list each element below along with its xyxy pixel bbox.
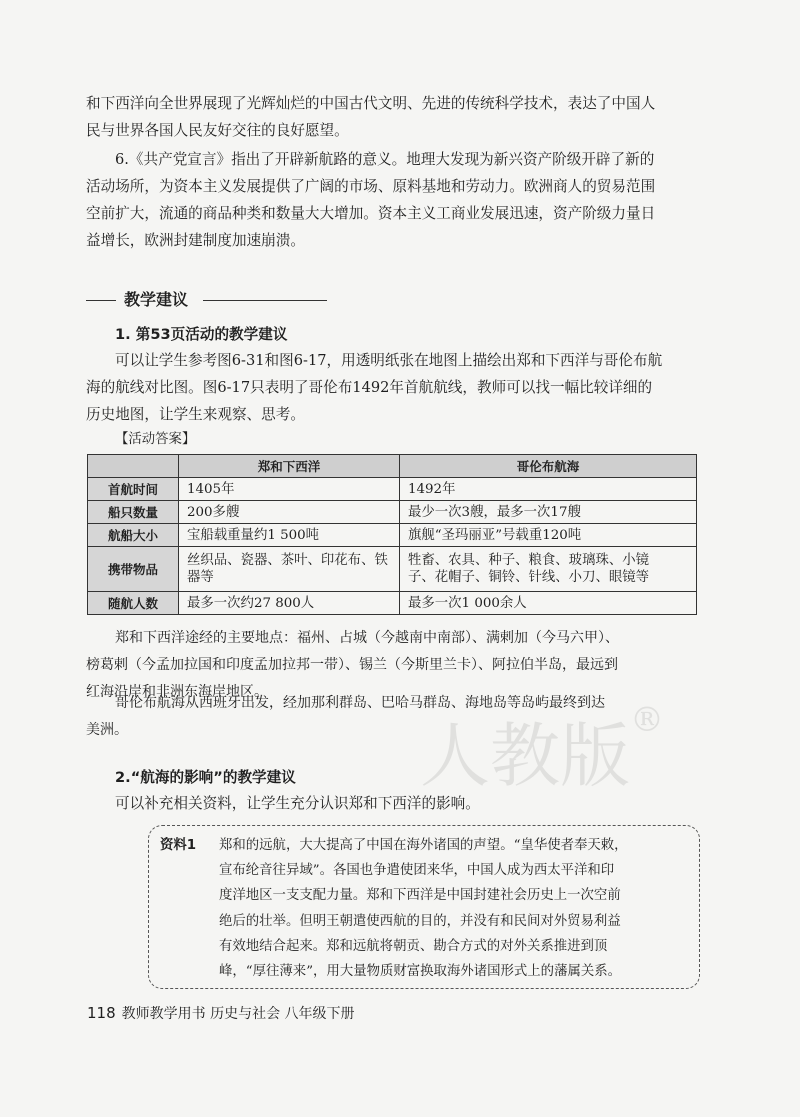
cell-text: 最多一次1 000余人 [408,595,527,611]
page-number: 118 [87,1004,116,1022]
text-line: 益增长，欧洲封建制度加速崩溃。 [86,232,305,249]
material-text [219,833,693,984]
row-label: 随航人数 [88,592,179,615]
cell-text: 200多艘 [187,504,240,520]
book-title: 教师教学用书 历史与社会 八年级下册 [121,1006,355,1022]
text-line: 美洲。 [86,722,128,738]
columbus-cell [400,547,697,592]
zhenghe-cell [179,478,400,501]
text-line: 海的航线对比图。图6-17只表明了哥伦布1492年首航航线，教师可以找一幅比较详细的 [86,379,653,396]
zhenghe-cell [179,547,400,592]
columbus-cell [400,501,697,524]
intro-paragraph [86,90,696,144]
table-row [88,501,697,524]
point-6-paragraph [86,146,696,254]
text-line: 和下西洋向全世界展现了光辉灿烂的中国古代文明、先进的传统科学技术，表达了中国人 [86,95,656,112]
columbus-cell [400,524,697,547]
text-line: 历史地图，让学生来观察、思考。 [86,406,305,423]
table-row [88,547,697,592]
row-label: 携带物品 [88,547,179,592]
text-line: 红海沿岸和非洲东海岸地区。 [86,684,268,700]
table-row [88,592,697,615]
cell-text: 宝船载重量约1 500吨 [187,527,320,543]
supplement-paragraph [86,790,696,817]
comparison-table [87,454,697,615]
table-row [88,524,697,547]
row-label: 航船大小 [88,524,179,547]
columbus-cell [400,592,697,615]
text-line: 有效地结合起来。郑和远航将朝贡、勘合方式的对外关系推进到顶 [219,938,608,954]
cell-text: 器等 [187,570,214,585]
material-label: 资料1 [160,838,197,853]
text-line: 哥伦布航海从西班牙出发，经加那利群岛、巴哈马群岛、海地岛等岛屿最终到达 [115,695,605,711]
text-line: 可以补充相关资料，让学生充分认识郑和下西洋的影响。 [115,795,480,812]
cell-text: 最多一次约27 800人 [187,595,315,611]
table-header-empty [88,455,179,478]
text-line: 郑和的远航，大大提高了中国在海外诸国的声望。“皇华使者奉天敕， [219,838,628,853]
text-line: 6.《共产党宣言》指出了开辟新航路的意义。地理大发现为新兴资产阶级开辟了新的 [115,151,655,168]
heading-rule-left [86,300,116,301]
text-line: 宣布纶音往异域”。各国也争遣使团来华，中国人成为西太平洋和印 [219,863,615,879]
text-line: 度洋地区一支支配力量。郑和下西洋是中国封建社会历史上一次空前 [219,888,621,904]
text-line: 郑和下西洋途经的主要地点：福州、占城（今越南中南部）、满剌加（今马六甲）、 [115,630,619,646]
text-line: 空前扩大，流通的商品种类和数量大大增加。资本主义工商业发展迅速，资产阶级力量日 [86,205,656,222]
text-line: 活动场所，为资本主义发展提供了广阔的市场、原料基地和劳动力。欧洲商人的贸易范围 [86,178,656,195]
text-line: 可以让学生参考图6-31和图6-17，用透明纸张在地图上描绘出郑和下西洋与哥伦布航 [115,352,663,369]
table-row [88,478,697,501]
columbus-route-paragraph [86,690,696,744]
row-label: 首航时间 [88,478,179,501]
columbus-cell [400,478,697,501]
text-line: 峰，“厚往薄来”，用大量物质财富换取海外诸国形式上的藩属关系。 [219,964,622,980]
table-header-row [88,455,697,478]
subheading-1: 1. 第53页活动的教学建议 [115,326,288,343]
table-header-zhenghe: 郑和下西洋 [179,455,400,478]
text-line: 民与世界各国人民友好交往的良好愿望。 [86,122,349,139]
cell-text: 最少一次3艘，最多一次17艘 [408,504,581,520]
page-footer [87,1003,355,1024]
cell-text: 旗舰“圣玛丽亚”号载重120吨 [408,527,582,543]
cell-text: 丝织品、瓷器、茶叶、印花布、铁 [187,553,388,568]
registered-mark: ® [630,700,664,740]
zhenghe-cell [179,592,400,615]
text-line: 榜葛剌（今孟加拉国和印度孟加拉邦一带）、锡兰（今斯里兰卡）、阿拉伯半岛，最远到 [86,657,618,673]
watermark-text: 人教版 [420,715,630,797]
section-heading [86,288,336,312]
heading-rule-right [203,300,327,301]
text-line: 绝后的壮举。但明王朝遣使西航的目的，并没有和民间对外贸易利益 [219,913,621,929]
row-label: 船只数量 [88,501,179,524]
table-header-columbus: 哥伦布航海 [400,455,697,478]
cell-text: 1405年 [187,481,235,497]
subheading-2: 2.“航海的影响”的教学建议 [115,769,296,786]
activity-answer-label: 【活动答案】 [115,432,196,447]
activity-paragraph [86,347,696,428]
cell-text: 1492年 [408,481,456,497]
cell-text: 牲畜、农具、种子、粮食、玻璃珠、小镜 [408,553,650,568]
zhenghe-cell [179,524,400,547]
zhenghe-cell [179,501,400,524]
cell-text: 子、花帽子、铜铃、针线、小刀、眼镜等 [408,570,650,585]
section-title: 教学建议 [124,290,189,309]
